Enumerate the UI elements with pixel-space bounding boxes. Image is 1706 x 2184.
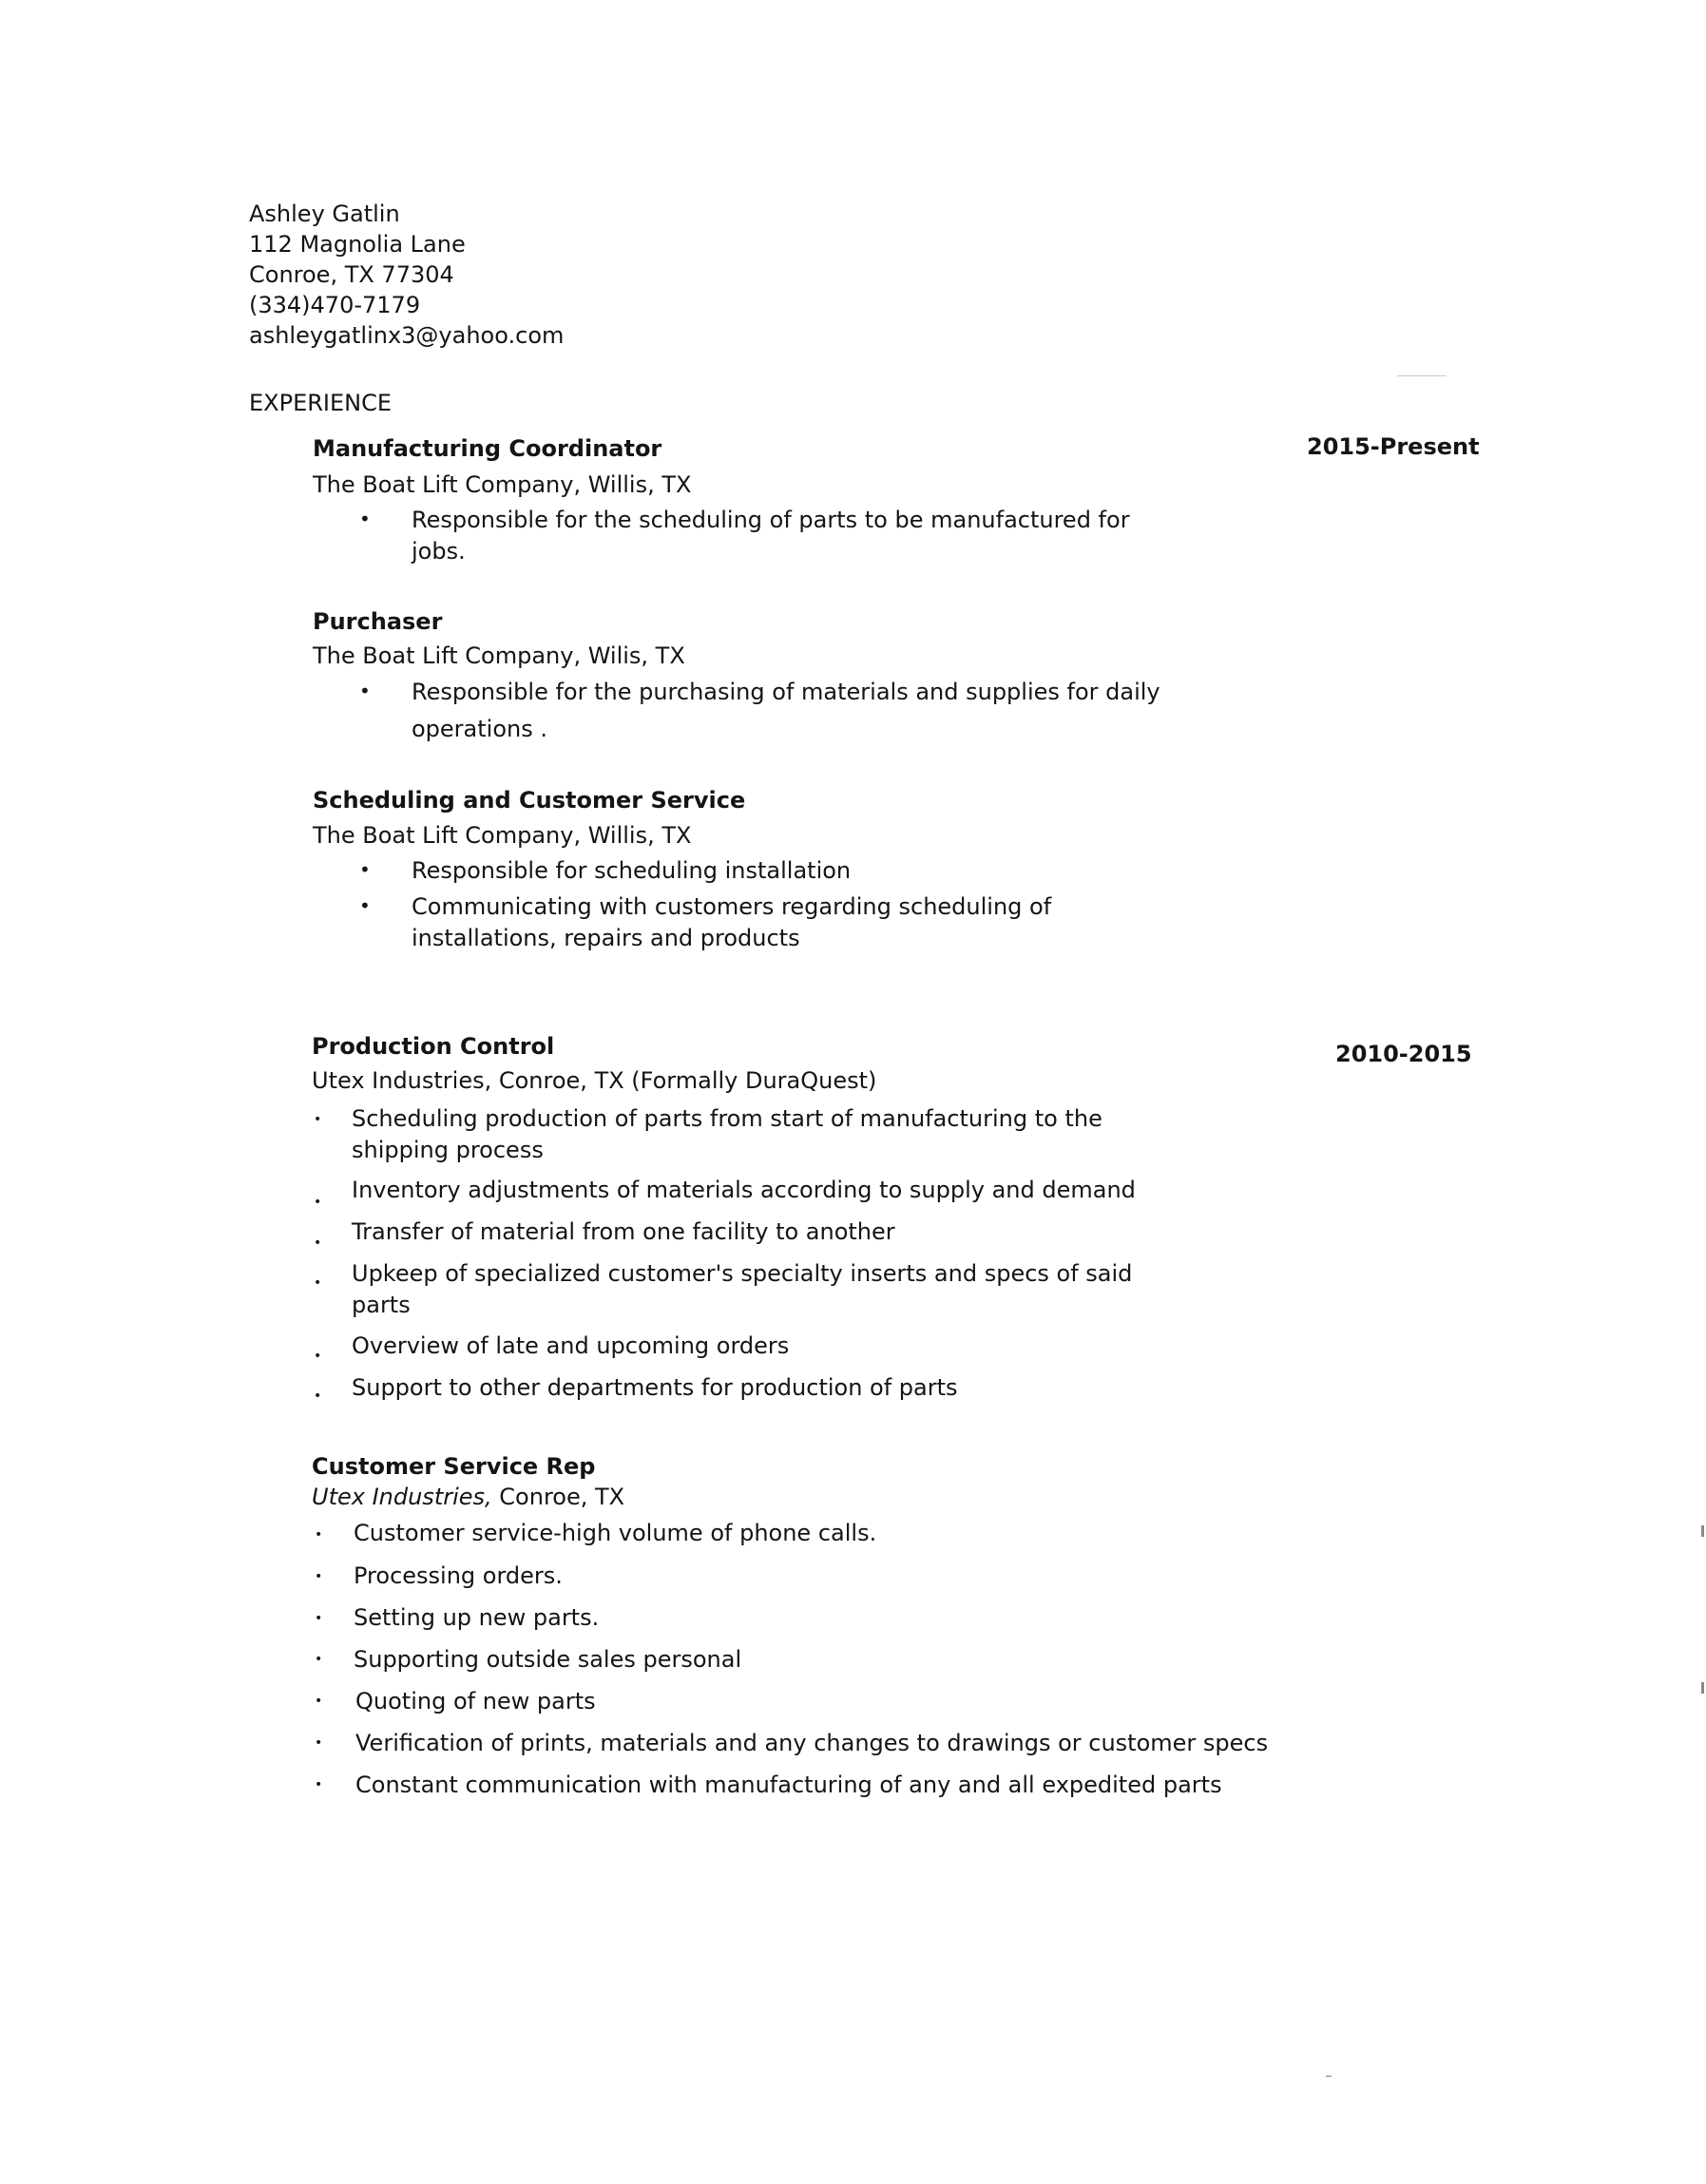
job-title: Purchaser — [313, 608, 443, 635]
bullet-icon: • — [315, 1735, 323, 1751]
scan-speck — [1397, 375, 1447, 376]
bullet-icon: • — [314, 1275, 322, 1291]
bullet-icon: • — [315, 1694, 323, 1709]
bullet-text-cont: parts — [352, 1292, 411, 1318]
bullet-text: Customer service-high volume of phone calls. — [354, 1520, 877, 1546]
contact-name: Ashley Gatlin — [249, 201, 400, 227]
job-company: The Boat Lift Company, Willis, TX — [313, 471, 692, 498]
bullet-text: Support to other departments for production of parts — [352, 1374, 958, 1401]
bullet-text: Upkeep of specialized customer's specialty inserts and specs of said — [352, 1260, 1133, 1287]
bullet-text: Responsible for the scheduling of parts to be manufactured for — [412, 507, 1130, 533]
job-company-location: Conroe, TX — [491, 1484, 625, 1510]
job-title: Production Control — [312, 1033, 555, 1060]
bullet-text: Verification of prints, materials and any changes to drawings or customer specs — [355, 1730, 1269, 1756]
bullet-text: Quoting of new parts — [355, 1688, 596, 1715]
bullet-text: Communicating with customers regarding scheduling of — [412, 893, 1052, 920]
bullet-text: Responsible for the purchasing of materials and supplies for daily — [412, 679, 1160, 705]
bullet-icon: • — [359, 858, 371, 881]
scan-speck — [1701, 1682, 1704, 1694]
contact-block — [249, 199, 564, 351]
bullet-icon: • — [315, 1652, 323, 1667]
bullet-icon: • — [314, 1236, 322, 1251]
job-company: The Boat Lift Company, Willis, TX — [313, 822, 692, 849]
bullet-text-cont: installations, repairs and products — [412, 925, 800, 951]
bullet-icon: • — [359, 680, 371, 702]
bullet-icon: • — [314, 1195, 322, 1210]
bullet-icon: • — [314, 1389, 322, 1404]
bullet-icon: • — [314, 1112, 322, 1127]
bullet-text: Responsible for scheduling installation — [412, 857, 852, 884]
bullet-text: Inventory adjustments of materials according to supply and demand — [352, 1177, 1136, 1203]
scan-speck — [1326, 2076, 1332, 2077]
bullet-icon: • — [315, 1527, 323, 1542]
bullet-text: Processing orders. — [354, 1562, 563, 1589]
bullet-text: Transfer of material from one facility to another — [352, 1218, 895, 1245]
contact-phone: (334)470-7179 — [249, 292, 421, 318]
bullet-icon: • — [315, 1569, 323, 1584]
bullet-text-cont: operations . — [412, 716, 547, 742]
bullet-text-cont: jobs. — [412, 538, 466, 565]
job-company-name: Utex Industries, — [312, 1484, 492, 1510]
job-title: Scheduling and Customer Service — [313, 787, 746, 814]
contact-email: ashleygatlinx3@yahoo.com — [249, 322, 565, 349]
job-company — [312, 1484, 624, 1510]
job-title: Customer Service Rep — [312, 1453, 596, 1480]
contact-street: 112 Magnolia Lane — [249, 231, 466, 258]
bullet-text: Setting up new parts. — [354, 1604, 600, 1631]
bullet-icon: • — [315, 1777, 323, 1792]
bullet-text: Constant communication with manufacturing of any and all expedited parts — [355, 1772, 1222, 1798]
job-dates: 2010-2015 — [1335, 1041, 1472, 1067]
contact-city: Conroe, TX 77304 — [249, 261, 454, 288]
bullet-icon: • — [359, 894, 371, 917]
job-dates: 2015-Present — [1307, 433, 1480, 460]
bullet-text: Scheduling production of parts from start of manufacturing to the — [352, 1105, 1102, 1132]
bullet-icon: • — [315, 1611, 323, 1626]
bullet-text: Overview of late and upcoming orders — [352, 1332, 790, 1359]
bullet-icon: • — [359, 508, 371, 530]
scan-speck — [1701, 1525, 1704, 1537]
job-title: Manufacturing Coordinator — [313, 435, 662, 462]
bullet-text-cont: shipping process — [352, 1137, 544, 1163]
job-company: Utex Industries, Conroe, TX (Formally DuraQuest) — [312, 1067, 877, 1094]
job-company: The Boat Lift Company, Wilis, TX — [313, 642, 685, 669]
section-heading: EXPERIENCE — [249, 390, 393, 416]
bullet-icon: • — [314, 1349, 322, 1364]
bullet-text: Supporting outside sales personal — [354, 1646, 742, 1673]
